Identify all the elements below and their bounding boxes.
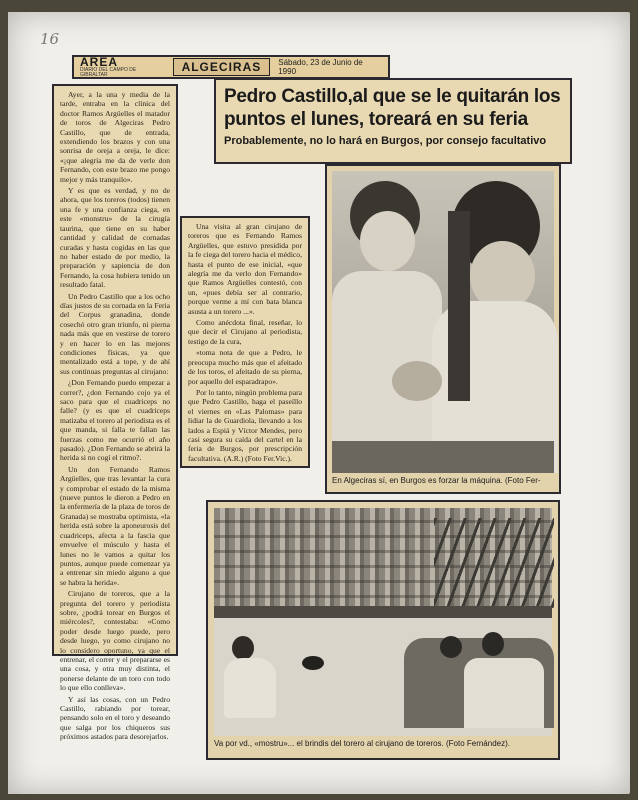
- issue-date: Sábado, 23 de Junio de 1990: [278, 58, 363, 76]
- masthead-title: AREA: [80, 55, 119, 69]
- headline-clipping: [214, 78, 572, 164]
- paragraph: Ayer, a la una y media de la tarde, entraba en la clínica del doctor Ramos Argüelles el matador de toros de Algeciras Pedro Castillo, que de entrada, extendiendo los brazos y con una sonrisa de oreja a oreja, le dice: «¡que alegría me da de verle don Fernando, con este brazo me pongo mejor y más tranquilo».: [60, 90, 170, 184]
- photo-surgeon-and-torero: [332, 171, 554, 473]
- photo-caption: Va por vd., «mostru»... el brindis del torero al cirujano de toreros. (Foto Fernández).: [214, 739, 510, 748]
- masthead: [80, 56, 165, 78]
- page-number: 16: [40, 30, 60, 48]
- section-label: ALGECIRAS: [173, 58, 271, 76]
- paragraph: Una visita al gran cirujano de toreros que es Fernando Ramos Argüelles, que estuvo presidida por la fe ciega del torero hacia el médico, hasta el punto de ese inicial, «que alegría me da verlo don Fernando» que Ramos Argüelles contestó, con un, «pues debía ser al contrario, porque verme a mí con bata blanca asusta a un torero ...».: [188, 222, 302, 316]
- middle-article-column: [180, 216, 310, 468]
- paragraph: Un Pedro Castillo que a los ocho días justos de su cornada en la Feria del Corpus granadina, donde cosechó otro gran triunfo, ni pierna nada más que en vestirse de torero y en hacer lo en las mejores condiciones físicas, ya que mentalizado está a tope, y de ahí sus continuas preguntas al cirujano:: [60, 291, 170, 376]
- left-article-column: [52, 84, 178, 742]
- paragraph: Como anécdota final, reseñar, lo que decir el Cirujano al periodista, testigo de la cura,: [188, 318, 302, 346]
- paragraph: «toma nota de que a Pedro, le preocupa mucho más que el afeitado de los toros, el afeitado de su pierna, por aquello del esparadrapo».: [188, 348, 302, 386]
- photo-caption: En Algeciras sí, en Burgos es forzar la máquina. (Foto Fer-: [332, 476, 541, 485]
- paragraph: Y así las cosas, con un Pedro Castillo, rabiando por torear, pensando solo en el toro y deseando que salga por los chiqueros sus próximos astados para desorejarlos.: [60, 694, 170, 742]
- masthead-subtitle: DIARIO DEL CAMPO DE GIBRALTAR: [80, 67, 137, 78]
- headline-subtitle: Probablemente, no lo hará en Burgos, por consejo facultativo: [224, 135, 547, 147]
- paragraph: Por lo tanto, ningún problema para que Pedro Castillo, haga el paseíllo el viernes en «Las Palomas» para lidiar la de Guardiola, llevando a los lados a Espiá y Víctor Mendes, pero casi segura su caída del cartel en la feria de Burgos, por prescripción facultativa. (A.R.) (Foto Fer.Vic.).: [188, 387, 302, 463]
- photo-clipping-surgeon: [325, 164, 561, 494]
- headline-title: Pedro Castillo,al que se le quitarán los puntos el lunes, toreará en su feria: [224, 86, 561, 130]
- paragraph: ¿Don Fernando puedo empezar a correr?, ¿don Fernando cojo ya el saco para que el cuadriceps no falle? (y es que el cuadriceps matizaba el torero al periodista es el que manda, si falla te fallan las fuerzas como me ocurrió el año pasado). ¿Don Fernando se abrirá la herida si no cogí el ritmo?.: [60, 378, 170, 463]
- newspaper-header: [72, 55, 390, 79]
- paragraph: Y es que es verdad, y no de ahora, que los toreros (todos) tienen una fe y una confianza ciega, en este «monstru» de la cirugía taurina, que tiene en su haber cantidad y calidad de cornadas curadas y hasta cogidas en las que no haber estado de por medio, la preparación y sapiencia de don Fernando, la cosa hubiera tenido un resultado fatal.: [60, 186, 170, 290]
- photo-clipping-brindis: [206, 500, 560, 760]
- paragraph: Un don Fernando Ramos Argüelles, que tras levantar la cura y comprobar el estado de la misma (nueve puntos le dieron a Pedro en la enfermería de la plaza de toros de Granada) se mostraba optimista, «la herida está sobre la aponeurosis del cuadriceps, afecta a la fascia que envuelve el músculo y hasta el lunes no le vamos a quitar los puntos, aunque puede comenzar ya a entrenar sin miedo alguno a que se habra la herida».: [60, 464, 170, 587]
- photo-torero-brindis: [214, 508, 552, 736]
- paragraph: Cirujano de toreros, que a la pregunta del torero y periodista sobre, ¿podrá torear en Burgos el miércoles?, contestaba: «Como poder desde luego puede, pero desde luego, yo como cirujano no lo considero oportuno, ya que el entrenar, el correr y el prepararse es una cosa, y otra muy distinta, el ponerse delante de un toro con todo lo que ello conlleva».: [60, 589, 170, 693]
